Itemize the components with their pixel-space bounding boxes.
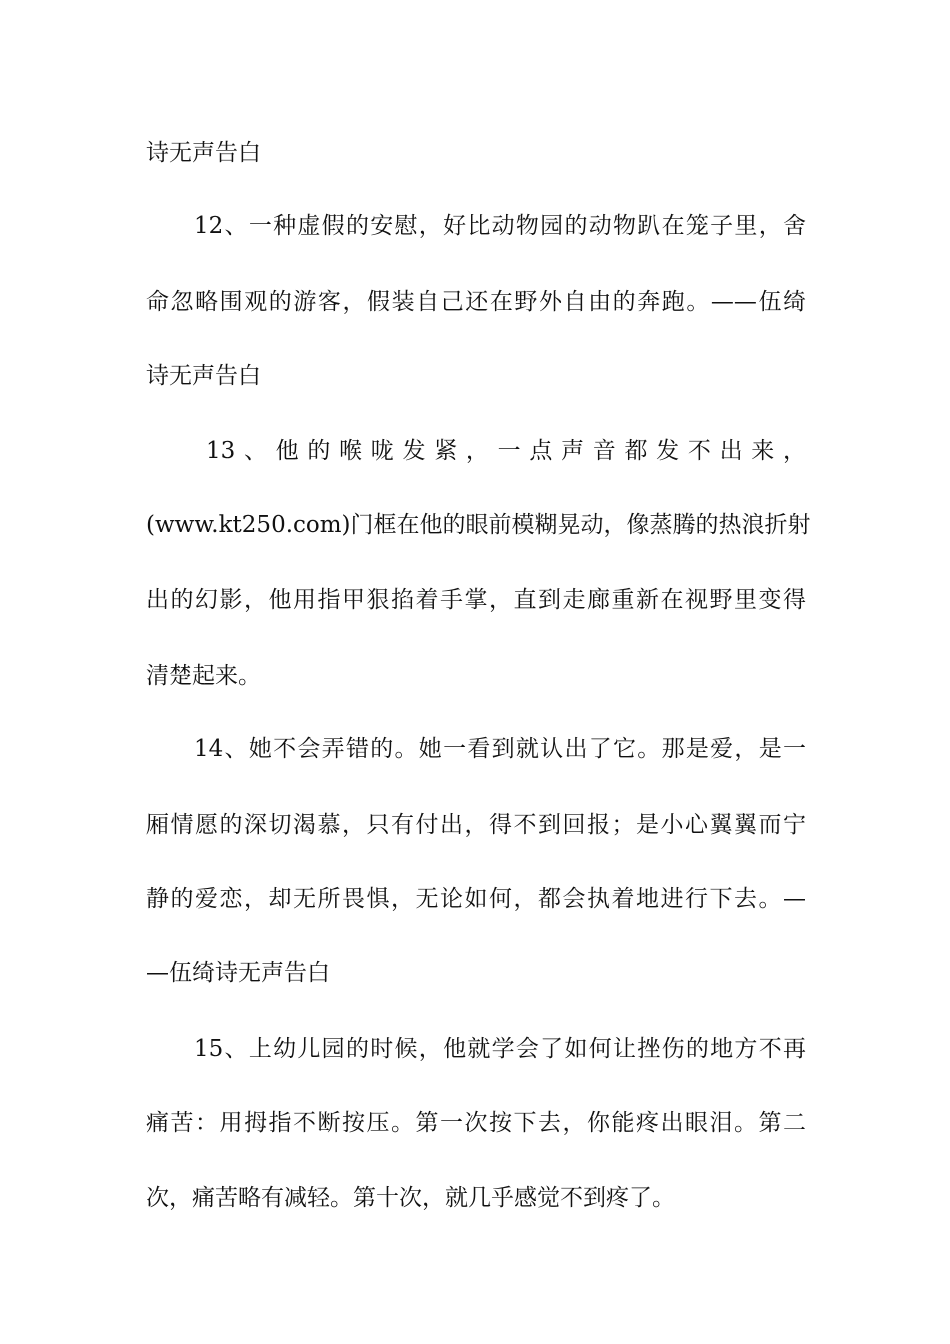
paragraph-15-line-2: 痛苦：用拇指不断按压。第一次按下去，你能疼出眼泪。第二 <box>146 1110 806 1136</box>
paragraph-15-line-1: 15、上幼儿园的时候，他就学会了如何让挫伤的地方不再 <box>194 1036 806 1062</box>
paragraph-13-line-3: 出的幻影，他用指甲狠掐着手掌，直到走廊重新在视野里变得 <box>146 587 806 613</box>
paragraph-13-line-4: 清楚起来。 <box>146 663 261 689</box>
paragraph-14-line-1: 14、她不会弄错的。她一看到就认出了它。那是爱，是一 <box>194 736 806 762</box>
paragraph-13-line-1: 13、他的喉咙发紧，一点声音都发不出来， <box>206 438 806 464</box>
paragraph-13-line-2: (www.kt250.com)门框在他的眼前模糊晃动，像蒸腾的热浪折射 <box>146 512 811 538</box>
paragraph-12-line-1: 12、一种虚假的安慰，好比动物园的动物趴在笼子里，舍 <box>194 213 806 239</box>
text-line: 诗无声告白 <box>146 140 261 166</box>
paragraph-15-line-3: 次，痛苦略有减轻。第十次，就几乎感觉不到疼了。 <box>146 1185 675 1211</box>
paragraph-14-line-4: —伍绮诗无声告白 <box>146 960 330 986</box>
paragraph-12-line-3: 诗无声告白 <box>146 363 261 389</box>
paragraph-14-line-3: 静的爱恋，却无所畏惧，无论如何，都会执着地进行下去。— <box>146 886 806 912</box>
paragraph-14-line-2: 厢情愿的深切渴慕，只有付出，得不到回报；是小心翼翼而宁 <box>146 812 806 838</box>
paragraph-12-line-2: 命忽略围观的游客，假装自己还在野外自由的奔跑。——伍绮 <box>146 289 806 315</box>
